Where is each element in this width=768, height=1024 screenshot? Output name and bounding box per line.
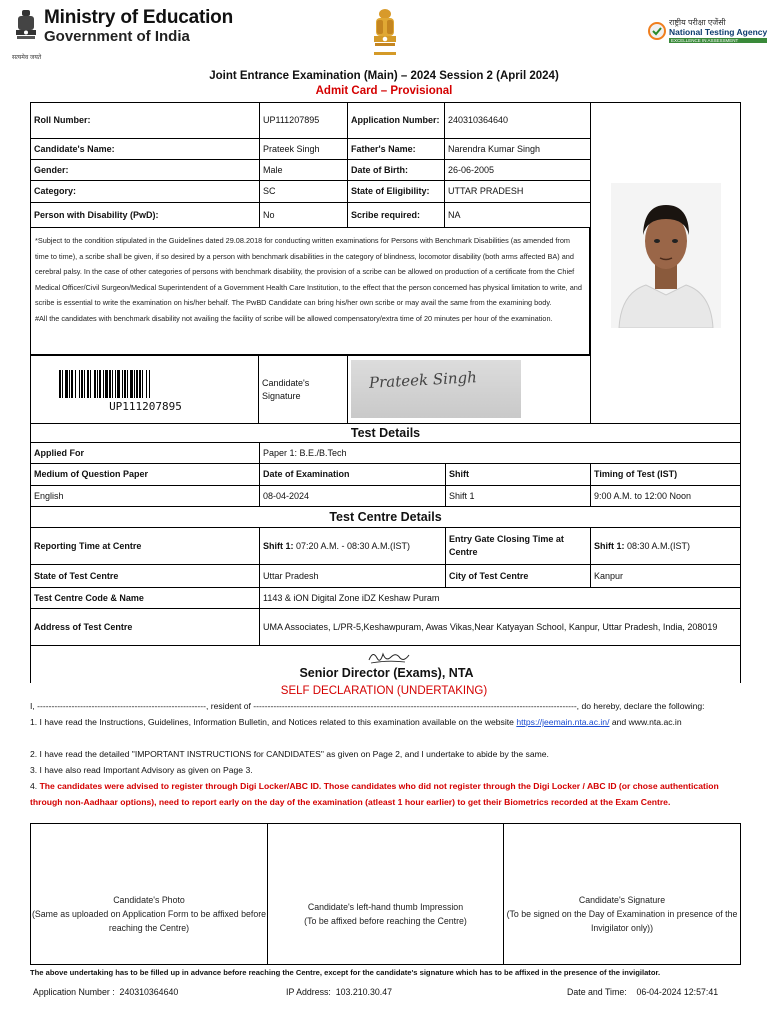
roll-label: Roll Number: bbox=[30, 102, 260, 139]
centre-address-label: Address of Test Centre bbox=[30, 608, 260, 646]
reporting-time-value bbox=[259, 527, 446, 565]
candidate-photo-box bbox=[590, 102, 741, 424]
nta-emblem-icon bbox=[648, 22, 666, 40]
footer-note: The above undertaking has to be filled up in advance before reaching the Centre, except for the candidate's signature which has to be affixed in the presence of the invigilator. bbox=[30, 968, 661, 977]
centre-state-value: Uttar Pradesh bbox=[259, 564, 446, 588]
timing-label: Timing of Test (IST) bbox=[590, 463, 741, 486]
timing-value: 9:00 A.M. to 12:00 Noon bbox=[590, 485, 741, 507]
scribe-value: NA bbox=[444, 202, 591, 228]
footer-ip bbox=[286, 987, 392, 997]
footer-date bbox=[567, 987, 718, 997]
name-value: Prateek Singh bbox=[259, 138, 348, 160]
scribe-label: Scribe required: bbox=[347, 202, 445, 228]
signature-image bbox=[351, 360, 521, 418]
category-value: SC bbox=[259, 180, 348, 203]
jeemain-link[interactable]: https://jeemain.nta.ac.in/ bbox=[516, 717, 610, 727]
application-value: 240310364640 bbox=[444, 102, 591, 139]
item-4-text: The candidates were advised to register through Digi Locker/ABC ID. Those candidates who did not register through the Digi Locker / ABC ID (or chose authentication through non-Aadhaar options), need to report early on the day of the examination (atleast 1 hour earlier) to get their Biometrics recorded at the Exam Centre. bbox=[30, 781, 719, 807]
ministry-logo bbox=[12, 8, 233, 52]
centre-code-value: 1143 & iON Digital Zone iDZ Keshaw Puram bbox=[259, 587, 741, 609]
footer-app-label: Application Number : bbox=[33, 987, 115, 997]
gender-label: Gender: bbox=[30, 159, 260, 181]
name-label: Candidate's Name: bbox=[30, 138, 260, 160]
exam-date-value: 08-04-2024 bbox=[259, 485, 446, 507]
reporting-shift: Shift 1: bbox=[263, 540, 294, 551]
centre-city-label: City of Test Centre bbox=[445, 564, 591, 588]
item-1-tail: and www.nta.ac.in bbox=[609, 717, 682, 727]
candidate-photo bbox=[611, 183, 721, 328]
footer-date-label: Date and Time: bbox=[567, 987, 627, 997]
thumb-instruction: (To be affixed before reaching the Centre) bbox=[304, 916, 467, 926]
exam-title: Joint Entrance Examination (Main) – 2024 Session 2 (April 2024) bbox=[209, 70, 559, 82]
photo-title: Candidate's Photo bbox=[113, 895, 185, 905]
director-title: Senior Director (Exams), NTA bbox=[299, 666, 474, 680]
medium-value: English bbox=[30, 485, 260, 507]
barcode-number: UP111207895 bbox=[109, 400, 182, 413]
state-eligibility-label: State of Eligibility: bbox=[347, 180, 445, 203]
footer-ip-label: IP Address: bbox=[286, 987, 331, 997]
item-4-number: 4. bbox=[30, 781, 40, 791]
reporting-time-label: Reporting Time at Centre bbox=[30, 527, 260, 565]
medium-label: Medium of Question Paper bbox=[30, 463, 260, 486]
footer-app-value: 240310364640 bbox=[119, 987, 179, 997]
self-declaration-title: SELF DECLARATION (UNDERTAKING) bbox=[280, 685, 488, 697]
signature-label: Candidate's Signature bbox=[258, 355, 348, 424]
declaration-item-2: 2. I have read the detailed "IMPORTANT INSTRUCTIONS for CANDIDATES" as given on Page 2, and I undertake to abide by the same. bbox=[30, 749, 549, 759]
extra-time-note: #All the candidates with benchmark disability not availing the facility of scribe will be allowed compensatory/extra time of 20 minutes per hour of the examination. bbox=[35, 313, 553, 323]
declaration-item-4 bbox=[30, 778, 742, 810]
item-1-text: 1. I have read the Instructions, Guidelines, Information Bulletin, and Notices related to this examination available on the website bbox=[30, 717, 517, 727]
ministry-subtitle: Government of India bbox=[44, 28, 190, 45]
roll-barcode bbox=[59, 370, 219, 398]
footer-application bbox=[33, 987, 178, 997]
sign-instruction: (To be signed on the Day of Examination in presence of the Invigilator only)) bbox=[506, 909, 738, 933]
centre-address-value: UMA Associates, L/PR-5,Keshawpuram, Awas Vikas,Near Katyayan School, Kanpur, Uttar Pradesh, India, 208019 bbox=[259, 608, 741, 646]
barcode-box bbox=[30, 355, 259, 424]
gate-time: 08:30 A.M.(IST) bbox=[624, 540, 691, 551]
dob-label: Date of Birth: bbox=[347, 159, 445, 181]
nta-logo bbox=[648, 18, 767, 43]
applied-for-label: Applied For bbox=[30, 442, 260, 464]
undertaking-boxes bbox=[30, 823, 741, 965]
shift-value: Shift 1 bbox=[445, 485, 591, 507]
pwd-value: No bbox=[259, 202, 348, 228]
footer-ip-value: 103.210.30.47 bbox=[335, 987, 392, 997]
ministry-motto: सत्यमेव जयते bbox=[12, 55, 42, 61]
reporting-time: 07:20 A.M. - 08:30 A.M.(IST) bbox=[293, 540, 411, 551]
photo-instruction: (Same as uploaded on Application Form to be affixed before reaching the Centre) bbox=[31, 909, 267, 933]
thumb-title: Candidate's left-hand thumb Impression bbox=[307, 902, 464, 912]
test-details-title: Test Details bbox=[30, 423, 741, 443]
sign-title: Candidate's Signature bbox=[578, 895, 666, 905]
dob-value: 26-06-2005 bbox=[444, 159, 591, 181]
declaration-line: I, -----------------------------------------------------------, resident of -----------------------------------------------------------------------------------------------------------------, do hereby, declare the following: bbox=[30, 701, 705, 711]
declaration-item-1 bbox=[30, 714, 742, 730]
application-label: Application Number: bbox=[347, 102, 445, 139]
admit-card-title: Admit Card – Provisional bbox=[315, 85, 453, 97]
ashoka-emblem-icon bbox=[368, 6, 402, 62]
director-signature-icon bbox=[367, 648, 411, 666]
applied-for-value: Paper 1: B.E./B.Tech bbox=[259, 442, 741, 464]
category-label: Category: bbox=[30, 180, 260, 203]
centre-city-value: Kanpur bbox=[590, 564, 741, 588]
father-label: Father's Name: bbox=[347, 138, 445, 160]
national-emblem-icon bbox=[12, 8, 40, 52]
gate-shift: Shift 1: bbox=[594, 540, 625, 551]
shift-label: Shift bbox=[445, 463, 591, 486]
centre-code-label: Test Centre Code & Name bbox=[30, 587, 260, 609]
gate-closing-label: Entry Gate Closing Time at Centre bbox=[445, 527, 591, 565]
state-eligibility-value: UTTAR PRADESH bbox=[444, 180, 591, 203]
signature-text: Prateek Singh bbox=[368, 368, 478, 392]
nta-tagline: EXCELLENCE IN ASSESSMENT bbox=[669, 38, 767, 43]
thumb-box bbox=[268, 824, 504, 964]
centre-details-title: Test Centre Details bbox=[30, 506, 741, 528]
pwd-note bbox=[30, 227, 590, 355]
signature-box bbox=[347, 355, 591, 424]
ministry-title: Ministry of Education bbox=[44, 7, 233, 28]
barcode-bar bbox=[150, 370, 151, 398]
gate-closing-value bbox=[590, 527, 741, 565]
footer-date-value: 06-04-2024 12:57:41 bbox=[636, 987, 719, 997]
declaration-item-3: 3. I have also read Important Advisory as given on Page 3. bbox=[30, 765, 253, 775]
pwd-label: Person with Disability (PwD): bbox=[30, 202, 260, 228]
nta-hindi-name: राष्ट्रीय परीक्षा एजेंसी bbox=[669, 18, 726, 27]
sign-box bbox=[504, 824, 740, 964]
nta-name: National Testing Agency bbox=[669, 27, 768, 37]
scribe-note: *Subject to the condition stipulated in the Guidelines dated 29.08.2018 for conducting written examinations for Persons with Benchmark Disabilities (as amended from time to time), a scribe shall be given, if so desired by a person with benchmark disabilities in the category of blindness, locomotor disability (both arms affected BA) and cerebral palsy. In the case of other categories of persons with benchmark disability, the provision of a scribe can be allowed on production of a certificate from the Chief Medical Officer/Civil Surgeon/Medical Superintendent of a Government Health Care Institution, to the effect that the person concerned has physical limitation to write, and scribe is essential to write the examination on his/her behalf. The PwBD Candidate can bring his/her own scribe or may avail the same from the examining body. bbox=[35, 236, 582, 307]
father-value: Narendra Kumar Singh bbox=[444, 138, 591, 160]
gender-value: Male bbox=[259, 159, 348, 181]
photo-box bbox=[31, 824, 268, 964]
roll-value: UP111207895 bbox=[259, 102, 348, 139]
exam-date-label: Date of Examination bbox=[259, 463, 446, 486]
director-signature-area bbox=[30, 645, 741, 683]
centre-state-label: State of Test Centre bbox=[30, 564, 260, 588]
page-header bbox=[0, 0, 768, 68]
